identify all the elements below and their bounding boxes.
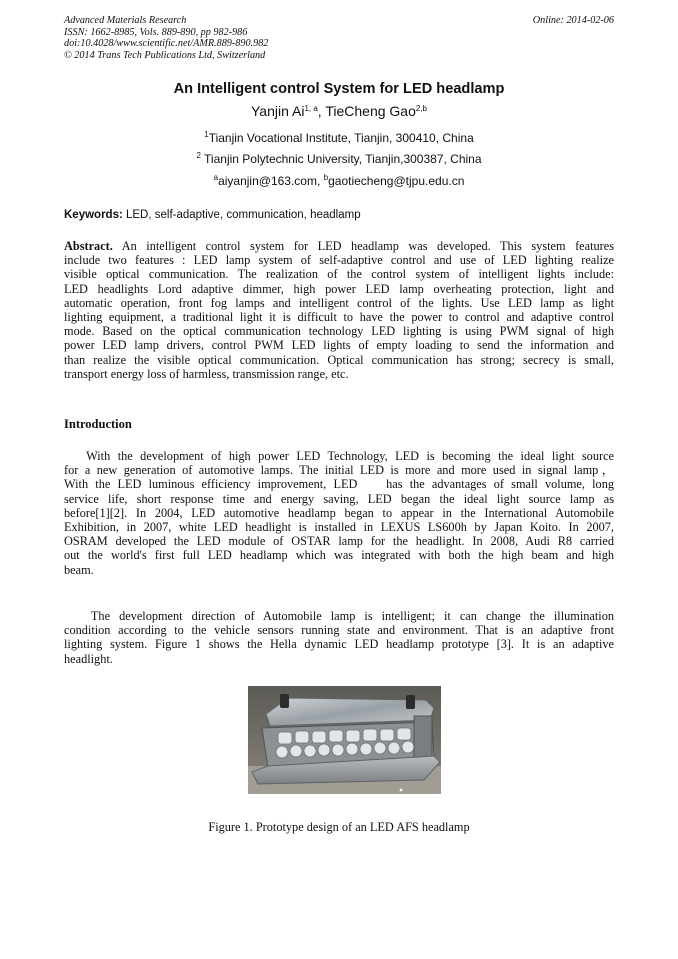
affiliation-1-sup: 1	[204, 130, 209, 139]
copyright-line: © 2014 Trans Tech Publications Ltd, Switzerland	[64, 49, 266, 61]
intro-line: for a new generation of automotive lamps. The initial LED is more and more used in signal lamp，	[64, 463, 614, 478]
intro-line: before[1][2]. In 2004, LED automotive headlamp began to appear in the International Automobile	[64, 505, 614, 520]
abstract-line: automatic operation, front fog lamps and intelligent control of the lights. Use LED lamp as light	[64, 295, 614, 310]
abstract-line: lighting equipment, a traditional light it is difficult to have the power to control and adaptive control	[64, 310, 614, 325]
online-date: Online: 2014-02-06	[532, 15, 614, 26]
abstract-line: transport energy loss of harmless, transmission range, etc.	[64, 366, 349, 381]
email-a-sup: a	[213, 173, 219, 182]
author-2-sup: 2,b	[415, 104, 427, 113]
paper-title: An Intelligent control System for LED headlamp	[173, 81, 505, 97]
issn-line: ISSN: 1662-8985, Vols. 889-890, pp 982-986	[64, 26, 248, 38]
intro-line: OSRAM developed the LED module of OSTAR lamp for the headlight. In 2008, Audi R8 carried	[64, 534, 614, 549]
author-emails	[0, 174, 678, 188]
email-b[interactable]: gaotiecheng@tjpu.edu.cn	[328, 174, 465, 188]
running-header-left	[64, 15, 268, 61]
intro-line: service life, short response time and energy saving, LED began the ideal light source lamp as	[64, 491, 614, 506]
abstract-label: Abstract.	[64, 239, 113, 253]
figure-1-headlamp-photo	[248, 686, 441, 794]
intro-line: condition according to the vehicle sensors running state and environment. That is an adaptive front	[64, 623, 614, 638]
intro-paragraph-2	[64, 609, 614, 666]
author-list	[0, 103, 678, 119]
intro-line: beam.	[64, 562, 94, 577]
email-b-sup: b	[323, 173, 329, 182]
email-a[interactable]: aiyanjin@163.com,	[218, 174, 324, 188]
intro-line: lighting system. Figure 1 shows the Hella dynamic LED headlamp prototype [3]. It is an adaptive	[64, 637, 614, 652]
intro-paragraph-1	[64, 449, 614, 577]
affiliation-1-text: Tianjin Vocational Institute, Tianjin, 300410, China	[208, 131, 474, 145]
intro-line: With the development of high power LED Technology, LED is becoming the ideal light source	[64, 449, 614, 463]
author-2: TieCheng Gao	[325, 103, 416, 119]
keywords-text: LED, self-adaptive, communication, headlamp	[122, 209, 361, 221]
affiliation-1	[0, 131, 678, 145]
abstract-line: mode. Based on the optical communication technology LED lighting is using PWM signal of high	[64, 324, 614, 339]
intro-line: The development direction of Automobile lamp is intelligent; it can change the illumination	[64, 609, 614, 623]
section-heading-introduction: Introduction	[64, 417, 132, 431]
abstract-line: than realize the visible optical communication. Optical communication has strong; secrecy is small,	[64, 352, 614, 367]
abstract-line: LED headlights Lord adaptive dimmer, high power LED lamp overheating protection, light and	[64, 281, 614, 296]
intro-line: headlight.	[64, 651, 113, 666]
journal-name: Advanced Materials Research	[64, 15, 187, 26]
affiliation-2	[0, 152, 678, 166]
keywords	[64, 209, 361, 221]
headlamp-photo-illustration	[248, 686, 441, 794]
intro-line: out the world's first full LED headlamp which was integrated with both the high beam and high	[64, 548, 614, 563]
figure-1-caption: Figure 1. Prototype design of an LED AFS headlamp	[208, 820, 470, 834]
abstract-line: power LED lamp drivers, control PWM LED lights of empty loading to send the information and	[64, 338, 614, 353]
intro-line: With the LED luminous efficiency improvement, LED has the advantages of small volume, long	[64, 477, 614, 492]
abstract-line: include two features : LED lamp system of self-adaptive control and use of LED lighting realize	[64, 253, 614, 268]
abstract	[64, 239, 614, 381]
affiliation-2-text: Tianjin Polytechnic University, Tianjin,300387, China	[204, 152, 482, 166]
author-1: Yanjin Ai	[251, 103, 305, 119]
keywords-label: Keywords:	[64, 209, 123, 221]
doi-line: doi:10.4028/www.scientific.net/AMR.889-890.982	[64, 38, 269, 50]
abstract-line: Abstract. An intelligent control system for LED headlamp was developed. This system features	[64, 239, 614, 253]
author-1-sup: 1, a	[304, 104, 318, 113]
abstract-line: visible optical communication. The realization of the control system of intelligent lights include:	[64, 267, 614, 282]
author-separator: ,	[317, 103, 326, 119]
intro-line: Exhibition, in 2007, white LED headlight is installed in LEXUS LS600h by Japan Koito. In 2007,	[64, 520, 614, 535]
affiliation-2-sup: 2	[196, 151, 201, 160]
